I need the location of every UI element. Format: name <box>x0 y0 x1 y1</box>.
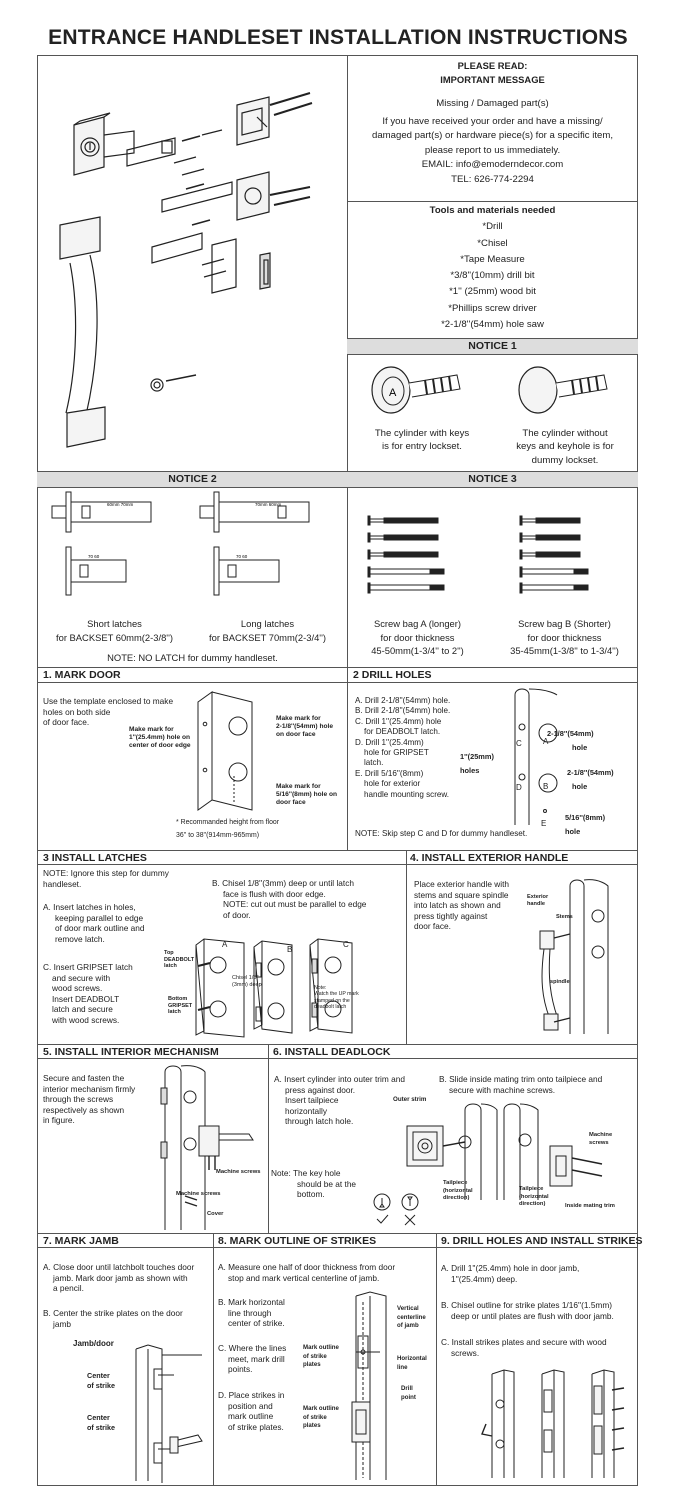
step1-label: on door face <box>276 731 316 738</box>
page-title: ENTRANCE HANDLESET INSTALLATION INSTRUCTIONS <box>48 26 628 49</box>
step3-c: latch and secure <box>52 1004 113 1015</box>
step8-c: C. Where the lines <box>218 1343 287 1353</box>
step3-a: keeping parallel to edge <box>55 912 144 923</box>
step8-label: Mark outline <box>303 1405 339 1412</box>
step3-b: B. Chisel 1/8''(3mm) deep or until latch <box>212 878 354 888</box>
step7-a: a pencil. <box>53 1283 84 1294</box>
step5-text: interior mechanism firmly <box>43 1083 136 1094</box>
step1-label: 5/16''(8mm) hole on <box>276 791 338 798</box>
notice1-left-line: is for entry lockset. <box>382 441 462 453</box>
latch-mark: 70 60 <box>88 554 100 559</box>
step8-label: Mark outline <box>303 1344 339 1351</box>
step8-a: A. Measure one half of door thickness from door <box>218 1262 396 1272</box>
step3-label: GRIPSET <box>168 1002 193 1009</box>
step2-label: 1''(25mm) <box>460 752 494 761</box>
message-body-line: please report to us immediately. <box>424 144 561 156</box>
step8-d: position and <box>228 1400 273 1411</box>
hole-letter-c: C <box>516 739 522 748</box>
mark-jamb-illustration <box>128 1345 208 1483</box>
notice2-note: NOTE: NO LATCH for dummy handleset. <box>107 652 278 663</box>
step3-label: (3mm) deep <box>232 981 262 988</box>
step4-label: handle <box>527 901 546 907</box>
step5-label: Cover <box>207 1211 224 1217</box>
step8-label: of strike <box>303 1352 327 1360</box>
long-latch-caption: Long latches <box>240 618 295 629</box>
tool-item: *Tape Measure <box>460 253 525 265</box>
step1-label: Make mark for <box>129 726 174 733</box>
step4-text: stems and square spindle <box>414 889 509 900</box>
notice1-right-line: keys and keyhole is for <box>516 441 614 453</box>
step2-text: latch. <box>364 758 384 768</box>
step7-b: jamb <box>53 1318 71 1329</box>
step3-note: NOTE: Ignore this step for dummy <box>43 868 169 878</box>
step9-c: C. Install strikes plates and secure with wood <box>441 1337 607 1347</box>
step3-label: Watch the UP mark <box>314 991 359 998</box>
step4-heading: 4. INSTALL EXTERIOR HANDLE <box>410 852 569 864</box>
step3-b: face is flush with door edge. <box>223 888 326 899</box>
step2-text: A. Drill 2-1/8''(54mm) hole. <box>355 696 451 705</box>
latch-mark: 70mm 60mm <box>255 502 282 507</box>
screw-bag-a-caption: 45-50mm(1-3/4'' to 2'') <box>371 645 464 656</box>
screw-bag-b-illustration <box>520 516 600 594</box>
step1-text: holes on both side <box>43 706 111 717</box>
step3-label: Bottom <box>168 996 188 1002</box>
step2-label: 2-1/8''(54mm) <box>567 768 614 777</box>
screw-bag-a-caption: for door thickness <box>380 631 455 643</box>
notice1-heading: NOTICE 1 <box>347 338 638 355</box>
step7-a: jamb. Mark door jamb as shown with <box>53 1272 188 1283</box>
step3-a: of door mark outline and <box>55 923 145 934</box>
step8-b: line through <box>228 1307 272 1318</box>
exploded-parts-diagram <box>42 75 342 465</box>
deadlock-inner-illustration <box>500 1100 625 1200</box>
step6-label: screws <box>589 1139 609 1146</box>
notice1-left-line: The cylinder with keys <box>374 428 470 439</box>
message-subtitle: Missing / Damaged part(s) <box>436 98 549 109</box>
drill-holes-illustration <box>505 685 565 825</box>
step8-a: stop and mark vertical centerline of jamb. <box>228 1272 380 1283</box>
step6-label: Tailpiece <box>443 1180 468 1186</box>
step2-label: 5/16''(8mm) <box>565 813 606 822</box>
step9-a: 1''(25.4mm) deep. <box>451 1273 518 1284</box>
step8-label: centerline <box>397 1313 426 1321</box>
message-heading-2: IMPORTANT MESSAGE <box>440 73 545 85</box>
notice1-right-line: dummy lockset. <box>531 454 599 466</box>
step6-note: bottom. <box>297 1189 325 1200</box>
step7-label: of strike <box>87 1423 115 1432</box>
step8-d: mark outline <box>228 1411 274 1422</box>
step2-text: hole for exterior <box>364 779 421 789</box>
message-tel: TEL: 626-774-2294 <box>451 173 534 185</box>
step3-label: Chisel 1/8'' <box>232 975 259 981</box>
step5-text: Secure and fasten the <box>43 1073 125 1083</box>
screw-bag-b-caption: 35-45mm(1-3/8'' to 1-3/4'') <box>510 645 619 656</box>
step8-c: points. <box>228 1364 253 1375</box>
step6-a: press against door. <box>285 1084 356 1095</box>
step7-label: of strike <box>87 1381 115 1390</box>
cylinder-with-keys-illustration <box>365 363 475 418</box>
screw-bag-b-caption: for door thickness <box>527 631 602 643</box>
step3-b: of door. <box>223 909 251 920</box>
step2-text: D. Drill 1''(25.4mm) <box>355 737 424 747</box>
step3-label: stamped on the <box>314 997 350 1004</box>
step4-label: Exterior <box>527 894 549 900</box>
screw-bag-a-caption: Screw bag A (longer) <box>373 618 462 629</box>
step6-a: horizontally <box>285 1105 327 1116</box>
step6-a: through latch hole. <box>285 1116 354 1127</box>
step1-label: 2-1/8''(54mm) hole <box>276 723 334 730</box>
step2-text: for DEADBOLT latch. <box>364 727 441 737</box>
long-latch-caption: for BACKSET 70mm(2-3/4'') <box>209 631 326 643</box>
step5-label: Machine screws <box>176 1191 221 1197</box>
step8-label: Vertical <box>397 1305 419 1312</box>
long-latch-illustration <box>200 492 320 597</box>
step4-text: into latch as shown and <box>414 900 501 911</box>
step3-c: and secure with <box>52 972 111 983</box>
message-email: EMAIL: info@emoderndecor.com <box>421 159 564 171</box>
step3-label: latch <box>168 1009 181 1016</box>
step7-label: Center <box>87 1371 110 1380</box>
notice3-heading: NOTICE 3 <box>347 471 638 488</box>
step9-b: B. Chisel outline for strike plates 1/16''(1.5mm) <box>441 1300 613 1310</box>
step3-c: with wood screws. <box>52 1014 120 1025</box>
step6-label: Inside mating trim <box>565 1203 615 1209</box>
step5-text: in figure. <box>43 1115 75 1126</box>
latch-step-letter-a: A <box>222 940 228 949</box>
step2-label: hole <box>565 827 581 836</box>
step3-c: wood screws. <box>52 983 103 994</box>
step6-b: secure with machine screws. <box>449 1084 556 1095</box>
step6-label: direction) <box>443 1195 470 1202</box>
hole-letter-e: E <box>541 819 547 828</box>
step6-b: B. Slide inside mating trim onto tailpiece and <box>439 1074 603 1084</box>
step1-label: Make mark for <box>276 715 321 722</box>
hole-letter-d: D <box>516 783 522 792</box>
step7-a: A. Close door until latchbolt touches door <box>43 1262 195 1272</box>
latch-step-letter-c: C <box>343 940 349 949</box>
hole-letter-a: A <box>543 737 549 746</box>
step9-c: screws. <box>451 1347 480 1358</box>
step2-note: NOTE: Skip step C and D for dummy handleset. <box>355 829 528 838</box>
step4-text: door face. <box>414 921 451 932</box>
step3-note: handleset. <box>43 878 82 889</box>
step8-label: Drill <box>401 1385 413 1392</box>
latch-step-letter-b: B <box>287 945 293 954</box>
step2-label: hole <box>572 782 588 791</box>
step5-label: Machine screws <box>216 1169 261 1175</box>
step6-a: A. Insert cylinder into outer trim and <box>274 1074 405 1084</box>
step4-label: Stems <box>556 914 573 920</box>
step8-label: line <box>397 1363 408 1371</box>
step1-text: Use the template enclosed to make <box>43 696 174 706</box>
step8-label: of jamb <box>397 1322 419 1330</box>
screw-bag-b-caption: Screw bag B (Shorter) <box>518 618 611 629</box>
step1-label: door face <box>276 799 306 806</box>
message-heading-1: PLEASE READ: <box>457 60 528 71</box>
step1-text: of door face. <box>43 717 90 728</box>
step6-label: Tailpiece <box>519 1186 544 1192</box>
tool-item: *Chisel <box>477 237 508 249</box>
step8-d: of strike plates. <box>228 1421 284 1432</box>
step8-heading: 8. MARK OUTLINE OF STRIKES <box>218 1235 377 1247</box>
message-body-line: damaged part(s) or hardware piece(s) for a specific item, <box>371 130 613 142</box>
notice1-right-line: The cylinder without <box>522 428 608 439</box>
step8-label: plates <box>303 1361 321 1369</box>
tool-item: *3/8''(10mm) drill bit <box>450 270 535 282</box>
tool-item: *2-1/8''(54mm) hole saw <box>441 319 544 331</box>
hole-letter-b: B <box>543 782 549 791</box>
step2-label: holes <box>460 766 480 775</box>
tool-item: *1'' (25mm) wood bit <box>449 286 536 298</box>
step6-a: Insert tailpiece <box>285 1095 339 1106</box>
interior-mechanism-illustration <box>155 1062 265 1232</box>
latch-mark: 60mm 70mm <box>107 502 134 507</box>
step9-a: A. Drill 1''(25.4mm) hole in door jamb, <box>441 1263 580 1273</box>
tool-item: *Drill <box>482 221 503 233</box>
step2-text: handle mounting screw. <box>364 789 450 799</box>
screw-bag-a-illustration <box>368 516 448 594</box>
notice2-heading: NOTICE 2 <box>37 471 348 488</box>
step7-label: Jamb/door <box>73 1339 114 1348</box>
step9-b: deep or until plates are flush with door jamb. <box>451 1310 614 1321</box>
step9-heading: 9. DRILL HOLES AND INSTALL STRIKES <box>441 1235 643 1247</box>
step6-note: should be at the <box>297 1178 357 1189</box>
step1-label: center of door edge <box>129 742 191 749</box>
step2-text: C. Drill 1''(25.4mm) hole <box>355 716 442 726</box>
step7-label: Center <box>87 1413 110 1422</box>
step2-text: B. Drill 2-1/8''(54mm) hole. <box>355 706 451 716</box>
svg-text:A: A <box>389 387 397 399</box>
step2-heading: 2 DRILL HOLES <box>353 669 432 681</box>
step2-text: E. Drill 5/16''(8mm) <box>355 768 424 778</box>
step5-text: through the screws <box>43 1094 114 1105</box>
step3-label: Note: <box>314 985 327 991</box>
step5-text: respectively as shown <box>43 1104 125 1115</box>
step6-label: direction) <box>519 1201 546 1208</box>
step3-a: A. Insert latches in holes, <box>43 902 136 912</box>
step3-label: Top <box>164 950 174 956</box>
step3-c: Insert DEADBOLT <box>52 993 120 1004</box>
step4-text: press tightly against <box>414 910 488 921</box>
step1-label: Make mark for <box>276 783 321 790</box>
step6-label: Machine <box>589 1132 613 1138</box>
short-latch-caption: for BACKSET 60mm(2-3/8'') <box>56 631 173 643</box>
step2-text: hole for GRIPSET <box>364 748 429 758</box>
tool-item: *Phillips screw driver <box>448 302 537 314</box>
step3-label: DEADBOLT <box>164 956 195 963</box>
step8-label: Horizontal <box>397 1355 427 1362</box>
step8-b: center of strike. <box>228 1318 285 1329</box>
step7-b: B. Center the strike plates on the door <box>43 1308 183 1318</box>
step2-label: hole <box>572 743 588 752</box>
step3-label: deadbolt latch <box>314 1003 347 1010</box>
step8-b: B. Mark horizontal <box>218 1297 285 1307</box>
step6-label: (horizontal <box>443 1187 473 1194</box>
short-latch-caption: Short latches <box>87 618 142 629</box>
step6-note: Note: The key hole <box>271 1168 341 1178</box>
latch-mark: 70 60 <box>236 554 248 559</box>
step8-label: plates <box>303 1422 321 1430</box>
step4-label: spindle <box>550 979 570 985</box>
step1-label: 36'' to 38''(914mm-965mm) <box>176 832 260 839</box>
short-latch-illustration <box>52 492 172 597</box>
step5-heading: 5. INSTALL INTERIOR MECHANISM <box>43 1046 219 1058</box>
step3-heading: 3 INSTALL LATCHES <box>43 852 147 864</box>
step8-c: meet, mark drill <box>228 1353 285 1364</box>
key-orientation-icons <box>370 1192 430 1228</box>
step8-label: point <box>401 1393 416 1401</box>
step3-label: latch <box>164 963 177 970</box>
door-template-illustration <box>198 692 268 810</box>
step1-heading: 1. MARK DOOR <box>43 669 121 681</box>
step1-label: 1''(25.4mm) hole on <box>129 734 191 741</box>
step6-heading: 6. INSTALL DEADLOCK <box>273 1046 391 1058</box>
dummy-cylinder-illustration <box>512 363 622 418</box>
step8-label: of strike <box>303 1413 327 1421</box>
step4-text: Place exterior handle with <box>414 879 510 889</box>
tools-heading: Tools and materials needed <box>429 205 556 216</box>
step3-a: remove latch. <box>55 933 105 944</box>
step2-label: 2-1/8''(54mm) <box>547 729 594 738</box>
step7-heading: 7. MARK JAMB <box>43 1235 119 1247</box>
step6-label: (horizontal <box>519 1193 549 1200</box>
step6-label: Outer strim <box>393 1096 427 1103</box>
install-strikes-illustration <box>482 1364 632 1482</box>
message-body-line: If you have received your order and have a missing/ <box>382 115 603 127</box>
step8-d: D. Place strikes in <box>218 1390 285 1400</box>
step3-c: C. Insert GRIPSET latch <box>43 962 133 972</box>
step3-b: NOTE: cut out must be parallel to edge <box>223 899 367 910</box>
step1-label: * Recommanded height from floor <box>176 819 280 826</box>
